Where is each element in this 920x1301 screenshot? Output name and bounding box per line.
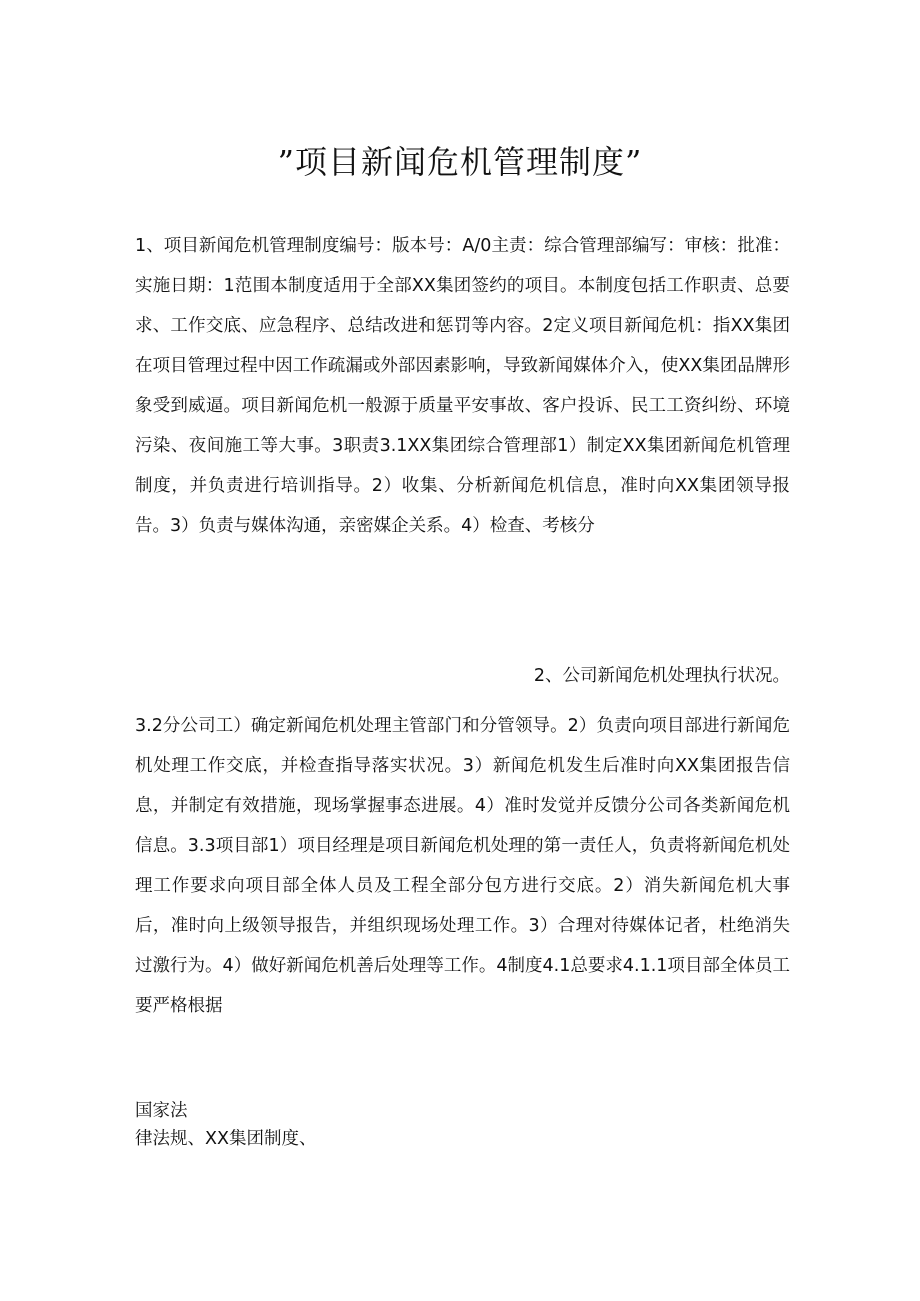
trailing-line-1: 国家法 — [135, 1101, 188, 1121]
document-title: ”项目新闻危机管理制度” — [277, 143, 643, 181]
trailing-line-2: 律法规、XX集团制度、 — [135, 1129, 317, 1149]
paragraph-1: 1、项目新闻危机管理制度编号：版本号：A/0主责：综合管理部编写：审核：批准：实施日期：1范围本制度适用于全部XX集团签约的项目。本制度包括工作职责、总要求、工作交底、应急程序、总结改进和惩罚等内容。2定义项目新闻危机：指XX集团在项目管理过程中因工作疏漏或外部因素影响，导致新闻媒体介入，使XX集团品牌形象受到威逼。项目新闻危机一般源于质量平安事故、客户投诉、民工工资纠纷、环境污染、夜间施工等大事。3职责3.1XX集团综合管理部1）制定XX集团新闻危机管理制度，并负责进行培训指导。2）收集、分析新闻危机信息，准时向XX集团领导报告。3）负责与媒体沟通，亲密媒企关系。4）检查、考核分 — [135, 236, 790, 536]
paragraph-3: 3.2分公司工）确定新闻危机处理主管部门和分管领导。2）负责向项目部进行新闻危机处理工作交底，并检查指导落实状况。3）新闻危机发生后准时向XX集团报告信息，并制定有效措施，现场掌握事态进展。4）准时发觉并反馈分公司各类新闻危机信息。3.3项目部1）项目经理是项目新闻危机处理的第一责任人，负责将新闻危机处理工作要求向项目部全体人员及工程全部分包方进行交底。2）消失新闻危机大事后，准时向上级领导报告，并组织现场处理工作。3）合理对待媒体记者，杜绝消失过激行为。4）做好新闻危机善后处理等工作。4制度4.1总要求4.1.1项目部全体员工要严格根据 — [135, 716, 790, 1016]
paragraph-2: 2、公司新闻危机处理执行状况。 — [533, 666, 790, 686]
